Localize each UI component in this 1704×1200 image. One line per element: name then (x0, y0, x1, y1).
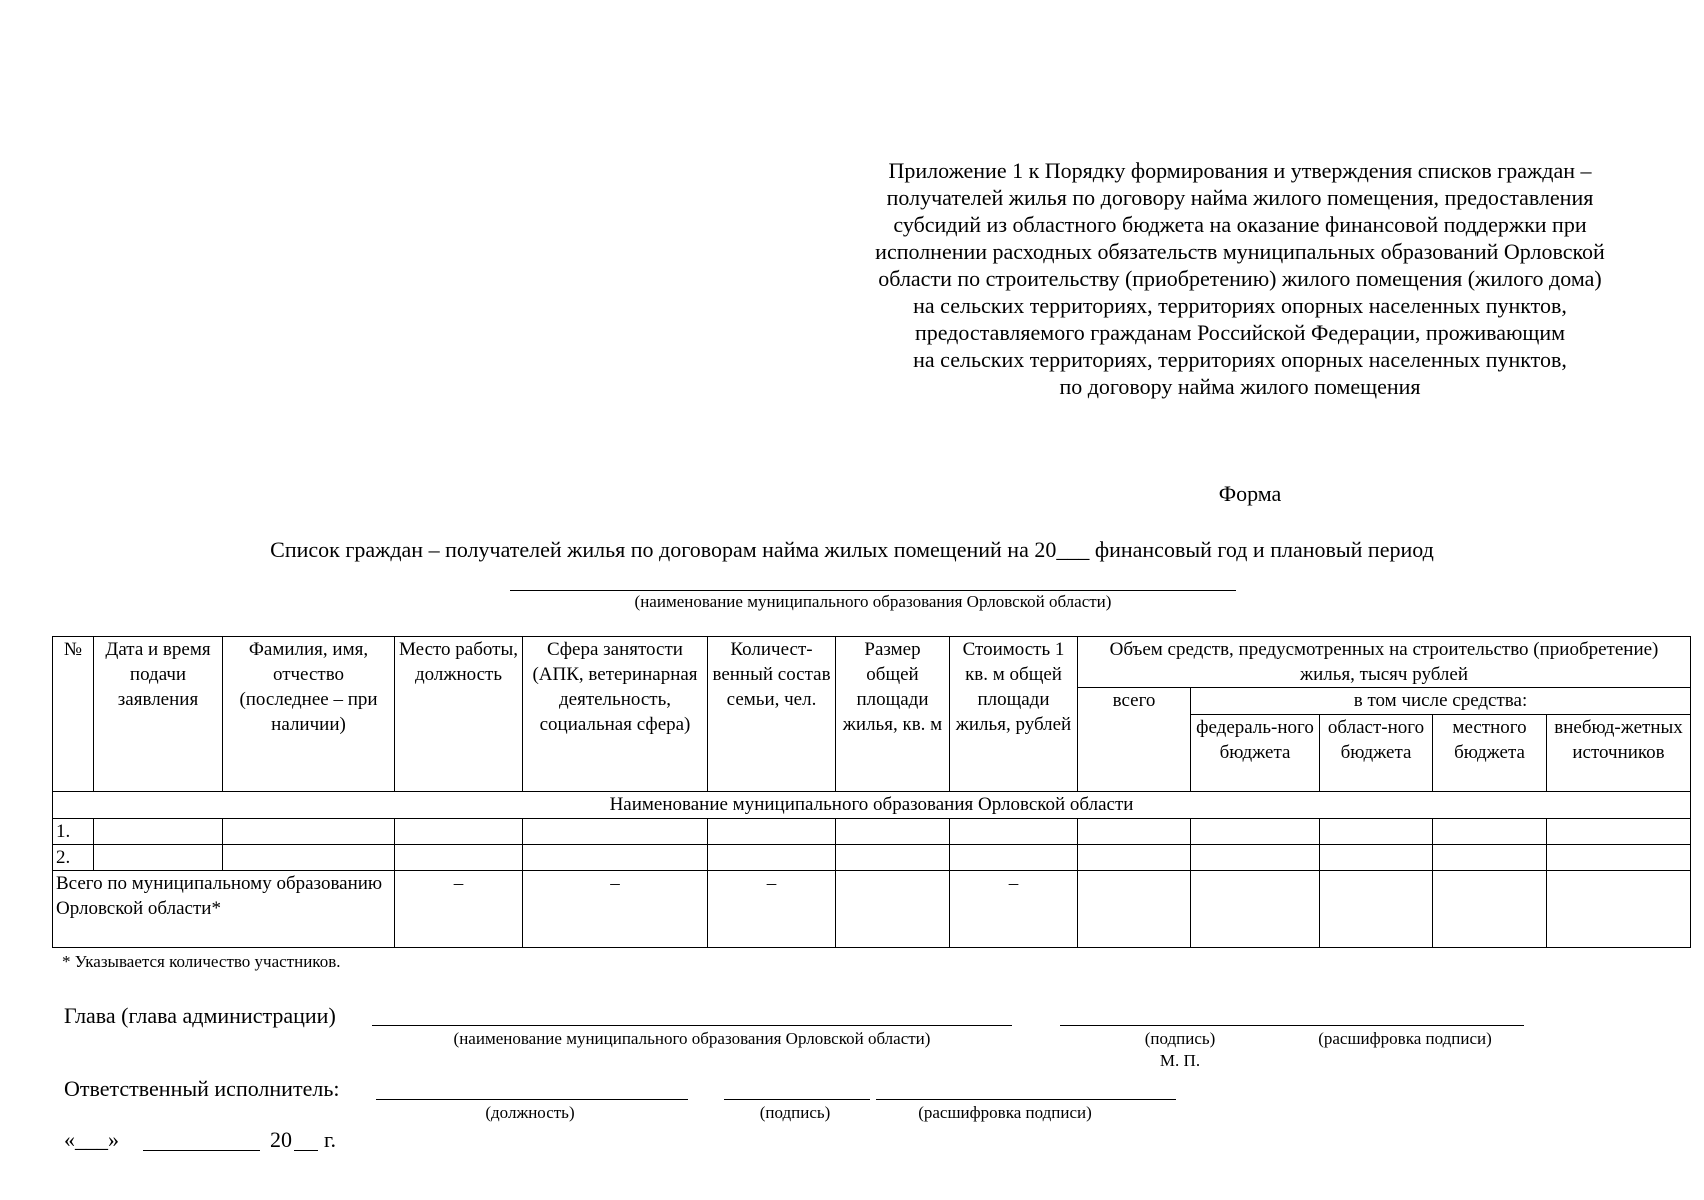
table-row (53, 844, 1691, 870)
header-sphere: Сфера занятости (АПК, ветеринарная деятельность, социальная сфера) (523, 637, 708, 792)
head-caption-signature: (подпись) (1144, 1029, 1216, 1048)
header-including: в том числе средства: (1191, 688, 1691, 714)
header-family: Количест-венный состав семьи, чел. (708, 637, 836, 792)
head-caption-municipality: (наименование муниципального образования Орловской области) (453, 1029, 931, 1048)
cell[interactable] (395, 844, 523, 870)
cell[interactable] (523, 818, 708, 844)
row-number: 1. (53, 818, 94, 844)
date-suffix: г. (324, 1127, 337, 1152)
cell[interactable] (1191, 844, 1320, 870)
cell[interactable] (708, 844, 836, 870)
total-row (53, 871, 1691, 948)
appendix-line: получателей жилья по договору найма жилого помещения, предоставления (886, 185, 1594, 210)
date-month-line[interactable] (143, 1150, 260, 1151)
dash-cell: – (523, 871, 708, 948)
cell[interactable] (1320, 818, 1433, 844)
cell[interactable] (836, 844, 950, 870)
appendix-line: исполнении расходных обязательств муниципальных образований Орловской (875, 239, 1605, 264)
header-total: всего (1078, 688, 1191, 792)
appendix-header (830, 157, 1650, 400)
appendix-line: по договору найма жилого помещения (1059, 374, 1421, 399)
cell[interactable] (1547, 818, 1691, 844)
cell[interactable] (523, 844, 708, 870)
appendix-line: на сельских территориях, территориях опорных населенных пунктов, (913, 347, 1567, 372)
dash-cell: – (395, 871, 523, 948)
executor-caption-signature: (подпись) (759, 1103, 831, 1122)
cell[interactable] (1433, 871, 1547, 948)
header-area: Размер общей площади жилья, кв. м (836, 637, 950, 792)
cell[interactable] (1191, 818, 1320, 844)
row-number: 2. (53, 844, 94, 870)
cell[interactable] (836, 871, 950, 948)
header-regional: област-ного бюджета (1320, 714, 1433, 792)
appendix-line: предоставляемого гражданам Российской Федерации, проживающим (914, 320, 1566, 345)
head-caption-decode: (расшифровка подписи) (1318, 1029, 1492, 1048)
header-cost: Стоимость 1 кв. м общей площади жилья, рублей (950, 637, 1078, 792)
executor-label: Ответственный исполнитель: (64, 1076, 340, 1101)
executor-signature-line[interactable] (724, 1099, 870, 1100)
appendix-line: на сельских территориях, территориях опорных населенных пунктов, (913, 293, 1567, 318)
cell[interactable] (1320, 871, 1433, 948)
cell[interactable] (223, 818, 395, 844)
cell[interactable] (395, 818, 523, 844)
cell[interactable] (1078, 871, 1191, 948)
cell[interactable] (708, 818, 836, 844)
municipality-blank-line[interactable] (510, 590, 1236, 591)
cell[interactable] (1320, 844, 1433, 870)
cell[interactable] (950, 844, 1078, 870)
dash-cell: – (950, 871, 1078, 948)
date-open: «___» (64, 1127, 119, 1152)
header-fio: Фамилия, имя, отчество (последнее – при наличии) (223, 637, 395, 792)
table-row (53, 818, 1691, 844)
cell[interactable] (1547, 871, 1691, 948)
cell[interactable] (1433, 844, 1547, 870)
form-label: Форма (1218, 481, 1282, 506)
cell[interactable] (1547, 844, 1691, 870)
cell[interactable] (94, 844, 223, 870)
cell[interactable] (1433, 818, 1547, 844)
cell[interactable] (223, 844, 395, 870)
header-date: Дата и время подачи заявления (94, 637, 223, 792)
cell[interactable] (94, 818, 223, 844)
appendix-line: области по строительству (приобретению) жилого помещения (жилого дома) (878, 266, 1602, 291)
header-local: местного бюджета (1433, 714, 1547, 792)
cell[interactable] (836, 818, 950, 844)
cell[interactable] (1191, 871, 1320, 948)
executor-caption-decode: (расшифровка подписи) (918, 1103, 1092, 1122)
list-title: Список граждан – получателей жилья по договорам найма жилых помещений на 20___ финансовый год и плановый период (270, 537, 1434, 562)
head-signature-line[interactable] (1060, 1025, 1260, 1026)
date-year-line[interactable] (294, 1150, 318, 1151)
cell[interactable] (950, 818, 1078, 844)
header-funds: Объем средств, предусмотренных на строительство (приобретение) жилья, тысяч рублей (1078, 637, 1691, 688)
executor-decode-line[interactable] (876, 1099, 1176, 1100)
header-work: Место работы, должность (395, 637, 523, 792)
recipients-table (52, 636, 1691, 948)
head-municipality-line[interactable] (372, 1025, 1012, 1026)
header-num: № (53, 637, 94, 792)
cell[interactable] (1078, 844, 1191, 870)
date-year-prefix: 20 (270, 1127, 292, 1152)
header-federal: федераль-ного бюджета (1191, 714, 1320, 792)
executor-position-line[interactable] (376, 1099, 688, 1100)
appendix-line: Приложение 1 к Порядку формирования и утверждения списков граждан – (888, 158, 1592, 183)
head-label: Глава (глава администрации) (64, 1003, 336, 1028)
dash-cell: – (708, 871, 836, 948)
appendix-line: субсидий из областного бюджета на оказание финансовой поддержки при (893, 212, 1587, 237)
stamp-label: М. П. (1159, 1051, 1201, 1070)
head-decode-line[interactable] (1258, 1025, 1524, 1026)
section-title: Наименование муниципального образования Орловской области (53, 792, 1691, 818)
cell[interactable] (1078, 818, 1191, 844)
total-label: Всего по муниципальному образованию Орловской области* (53, 871, 395, 948)
executor-caption-position: (должность) (485, 1103, 575, 1122)
footnote: * Указывается количество участников. (62, 952, 341, 971)
header-extra: внебюд-жетных источников (1547, 714, 1691, 792)
municipality-caption: (наименование муниципального образования Орловской области) (634, 592, 1112, 611)
